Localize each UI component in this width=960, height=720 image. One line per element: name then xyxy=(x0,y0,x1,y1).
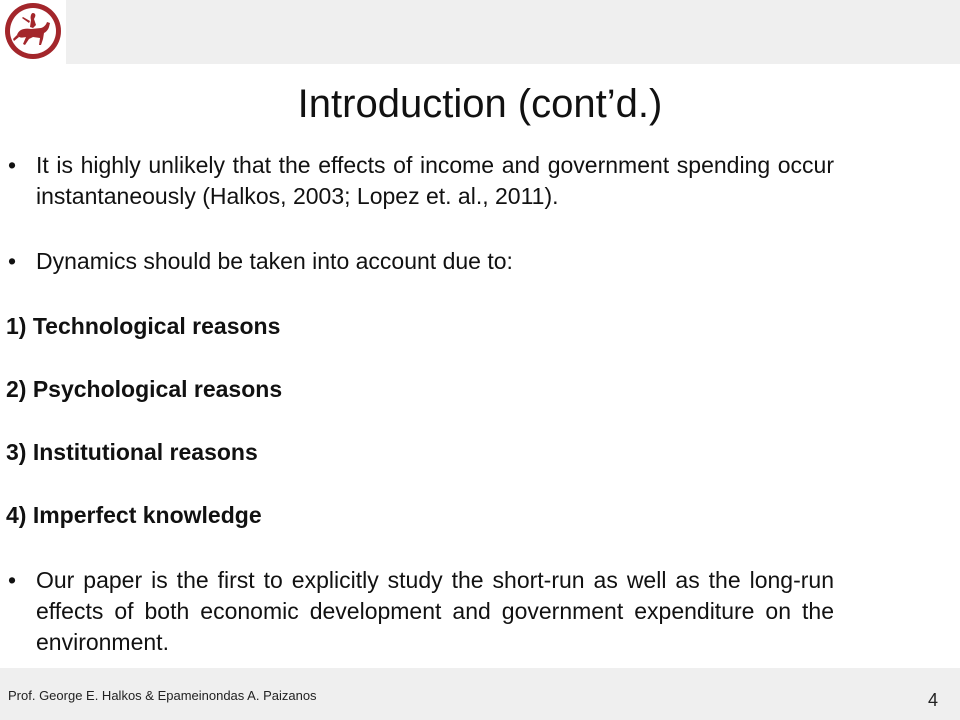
footer-authors: Prof. George E. Halkos & Epameinondas A. Paizanos xyxy=(8,688,317,703)
bullet-dot: • xyxy=(8,248,17,274)
university-seal-horse-rider-icon xyxy=(3,1,63,61)
bullet-dot: • xyxy=(8,152,17,178)
bullet-item xyxy=(8,565,834,658)
reason-item: 3) Institutional reasons xyxy=(6,439,258,465)
reason-item: 2) Psychological reasons xyxy=(6,376,283,402)
bullet-text: Dynamics should be taken into account due to: xyxy=(36,248,513,274)
logo xyxy=(0,0,66,64)
bullet-item xyxy=(8,246,834,277)
reason-item: 1) Technological reasons xyxy=(6,313,281,339)
page-number: 4 xyxy=(927,690,938,710)
bullet-text: It is highly unlikely that the effects of income and government spending occur instantaneously (Halkos, 2003; Lopez et. al., 2011). xyxy=(36,152,834,209)
bullet-text: Our paper is the first to explicitly study the short-run as well as the long-run effects of both economic development and government expenditure on the environment. xyxy=(36,567,834,655)
bullet-dot: • xyxy=(8,567,17,593)
header-band xyxy=(0,0,960,64)
page-title: Introduction (cont’d.) xyxy=(297,82,663,126)
bullet-item xyxy=(8,150,834,212)
reason-item: 4) Imperfect knowledge xyxy=(6,502,262,528)
